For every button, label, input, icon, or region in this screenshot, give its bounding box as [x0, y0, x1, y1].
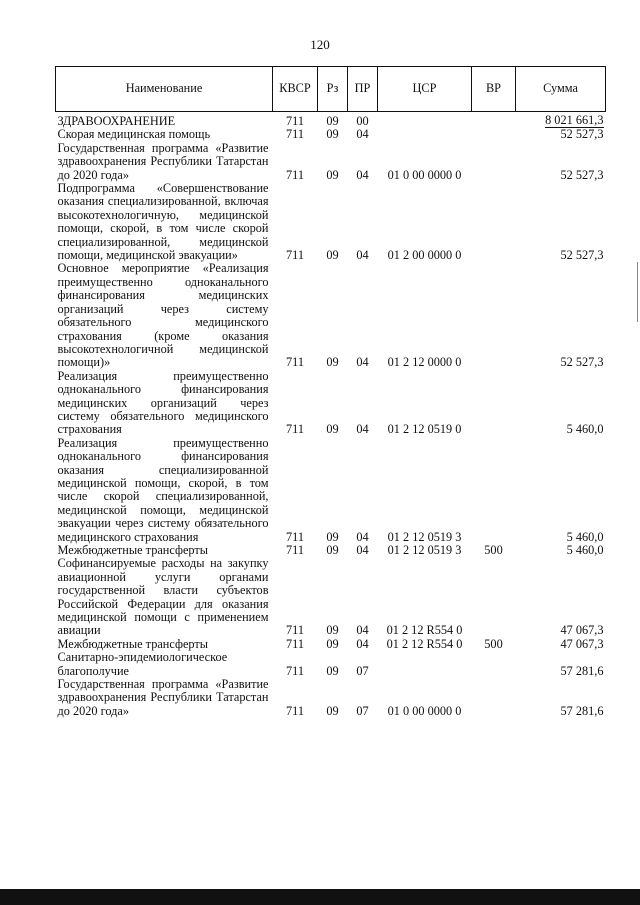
cell-vr [472, 370, 516, 437]
cell-name: Санитарно-эпидемиологическое благополучие [57, 650, 228, 678]
cell-csr [378, 112, 472, 129]
cell-kvsr: 711 [286, 248, 304, 263]
cell-vr [472, 262, 516, 369]
cell-rz: 09 [326, 167, 339, 182]
cell-rz: 09 [326, 623, 339, 638]
cell-pr: 04 [356, 248, 369, 263]
scan-edge-mark [637, 262, 638, 322]
cell-pr: 04 [356, 529, 369, 544]
column-header-kvsr: КВСР [273, 67, 318, 112]
cell-vr: 500 [484, 543, 503, 557]
cell-name: Софинансируемые расходы на закупку авиационной услуги органами государственной власти субъектов Российской Федерации для оказания медицинской помощи с применением авиации [57, 556, 269, 638]
cell-rz: 09 [326, 355, 339, 370]
cell-rz: 09 [326, 248, 339, 263]
cell-name: Государственная программа «Развитие здравоохранения Республики Татарстан до 2020 года» [57, 140, 269, 182]
cell-pr: 04 [356, 167, 369, 182]
cell-rz: 09 [326, 127, 339, 142]
cell-csr [378, 128, 472, 141]
cell-vr [472, 557, 516, 637]
cell-name: Межбюджетные трансферты [57, 543, 209, 557]
cell-pr: 04 [356, 623, 369, 638]
cell-pr: 07 [356, 703, 369, 718]
cell-name: Основное мероприятие «Реализация преимущественно одноканального финансирования медицинских организаций через систему обязательного медицинского страхования (кроме оказания высокотехнологичной медицинской помощи)» [57, 261, 269, 370]
cell-pr: 07 [356, 663, 369, 678]
cell-sum: 47 067,3 [560, 623, 604, 638]
cell-vr: 500 [484, 636, 503, 651]
cell-csr: 01 2 12 0519 3 [387, 529, 462, 544]
table-row [56, 557, 606, 637]
cell-vr [472, 182, 516, 262]
table-row [56, 182, 606, 262]
cell-kvsr: 711 [286, 663, 304, 678]
cell-name: Реализация преимущественно одноканального финансирования оказания специализированной медицинской помощи, скорой, в том числе скорой специализированной, медицинской помощи, медицинской эвакуации через систему обязательного медицинского страхования [57, 435, 269, 544]
cell-name: Межбюджетные трансферты [57, 636, 209, 651]
cell-name: Реализация преимущественно одноканального финансирования медицинских организаций через систему обязательного медицинского страхования [57, 368, 269, 437]
scan-bottom-border [0, 889, 640, 905]
cell-rz: 09 [326, 636, 339, 651]
table-body [56, 112, 606, 719]
column-header-pr: ПР [348, 67, 378, 112]
cell-vr [472, 437, 516, 544]
column-header-name: Наименование [56, 67, 273, 112]
cell-kvsr: 711 [286, 167, 304, 182]
cell-sum: 52 527,3 [560, 355, 604, 370]
cell-sum [516, 112, 606, 129]
cell-rz: 09 [326, 703, 339, 718]
table-row [56, 651, 606, 678]
cell-vr [472, 651, 516, 678]
table-row [56, 128, 606, 141]
table-header-row [56, 67, 606, 112]
cell-kvsr: 711 [286, 623, 304, 638]
cell-sum: 52 527,3 [560, 127, 604, 142]
table-row [56, 678, 606, 718]
cell-csr: 01 2 12 0000 0 [387, 355, 462, 370]
cell-sum: 5 460,0 [566, 529, 604, 544]
column-header-vr: ВР [472, 67, 516, 112]
cell-name: Скорая медицинская помощь [57, 127, 211, 142]
cell-pr: 04 [356, 355, 369, 370]
cell-rz: 09 [326, 663, 339, 678]
table-row [56, 544, 606, 557]
cell-rz: 09 [326, 529, 339, 544]
cell-sum: 47 067,3 [560, 636, 604, 651]
table-row [56, 262, 606, 369]
cell-csr: 01 0 00 0000 0 [387, 703, 462, 718]
budget-table [55, 66, 606, 718]
cell-sum: 57 281,6 [560, 703, 604, 718]
cell-rz: 09 [326, 114, 339, 128]
page-number: 120 [310, 37, 330, 52]
column-header-csr: ЦСР [378, 67, 472, 112]
cell-kvsr: 711 [286, 127, 304, 142]
cell-vr [472, 678, 516, 718]
cell-sum-total: 8 021 661,3 [545, 113, 604, 127]
cell-name: Подпрограмма «Совершенствование оказания специализированной, включая высокотехнологичную, медицинской помощи, скорой, в том числе скорой специализированной, медицинской помощи, медицинской эвакуации» [57, 181, 269, 263]
table-row [56, 370, 606, 437]
cell-pr: 04 [356, 636, 369, 651]
cell-csr [378, 651, 472, 678]
cell-csr: 01 0 00 0000 0 [387, 167, 462, 182]
cell-sum: 57 281,6 [560, 663, 604, 678]
table-row [56, 142, 606, 182]
cell-kvsr: 711 [286, 529, 304, 544]
cell-rz: 09 [326, 422, 339, 437]
cell-pr: 04 [356, 422, 369, 437]
cell-csr: 01 2 00 0000 0 [387, 248, 462, 263]
table-row [56, 112, 606, 129]
cell-name: ЗДРАВООХРАНЕНИЕ [57, 114, 176, 128]
table-row [56, 437, 606, 544]
cell-csr: 01 2 12 R554 0 [386, 636, 463, 651]
column-header-rz: Рз [318, 67, 348, 112]
cell-kvsr: 711 [286, 355, 304, 370]
cell-vr [472, 112, 516, 129]
cell-kvsr: 711 [286, 422, 304, 437]
cell-kvsr: 711 [286, 636, 304, 651]
cell-name: Государственная программа «Развитие здравоохранения Республики Татарстан до 2020 года» [57, 677, 269, 718]
cell-csr: 01 2 12 R554 0 [386, 623, 463, 638]
cell-vr [472, 142, 516, 182]
cell-sum: 52 527,3 [560, 167, 604, 182]
cell-sum: 52 527,3 [560, 248, 604, 263]
cell-rz: 09 [326, 543, 339, 557]
cell-pr: 04 [356, 127, 369, 142]
cell-csr: 01 2 12 0519 3 [387, 543, 462, 557]
cell-pr: 04 [356, 543, 369, 557]
cell-kvsr: 711 [286, 114, 304, 128]
cell-vr [472, 128, 516, 141]
cell-sum: 5 460,0 [566, 543, 604, 557]
column-header-sum: Сумма [516, 67, 606, 112]
cell-kvsr: 711 [286, 703, 304, 718]
cell-kvsr: 711 [286, 543, 304, 557]
table-row [56, 638, 606, 651]
cell-sum: 5 460,0 [566, 422, 604, 437]
cell-csr: 01 2 12 0519 0 [387, 422, 462, 437]
cell-pr: 00 [356, 114, 369, 128]
